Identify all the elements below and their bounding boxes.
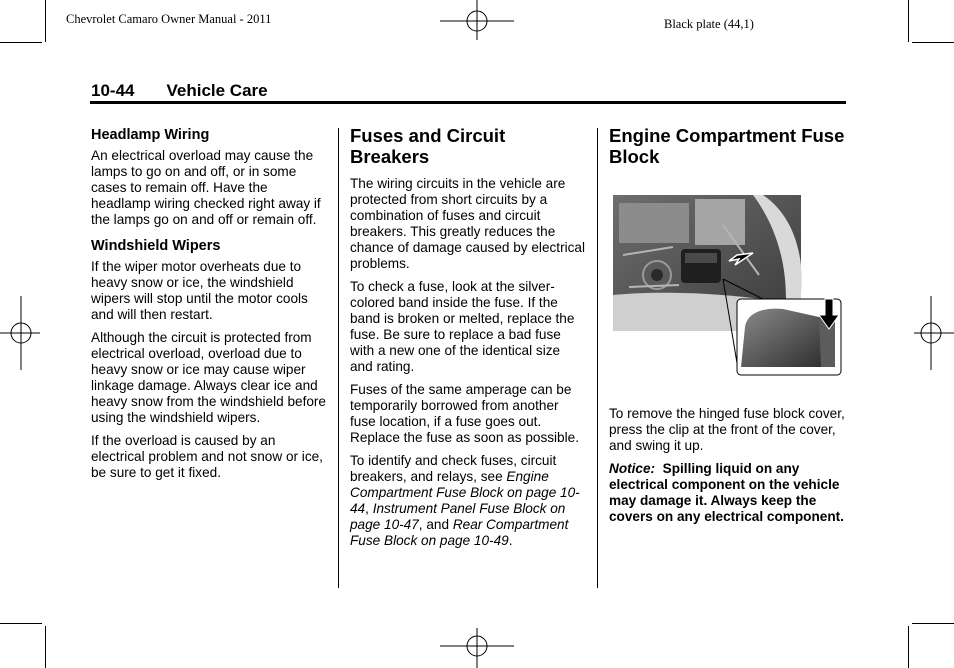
crop-mark [908,626,909,668]
registration-mark [440,624,514,668]
crop-mark [912,623,954,624]
registration-mark [910,296,954,370]
section-header [91,81,268,101]
crop-mark [0,623,42,624]
column-divider [597,128,598,588]
paragraph-cross-references [350,453,586,549]
text: , and [418,517,453,532]
crop-mark [912,42,954,43]
crop-mark [45,626,46,668]
notice-text: Spilling liquid on any electrical component on the vehicle may damage it. Always keep the covers on any electrical component. [609,461,844,524]
section-rule [90,101,846,104]
cross-reference-link[interactable]: Instrument Panel Fuse Block on page 10-47 [350,501,566,532]
heading-windshield-wipers: Windshield Wipers [91,238,221,254]
paragraph: To remove the hinged fuse block cover, press the clip at the front of the cover, and swing it up. [609,406,845,453]
print-header-title: Chevrolet Camaro Owner Manual - 2011 [66,12,272,26]
paragraph: Although the circuit is protected from electrical overload, overload due to heavy snow or ice may cause wiper linkage damage. Always clear ice and heavy snow from the windshield before using the windshield wipers. [91,330,326,425]
crop-mark [908,0,909,42]
column-1 [91,125,327,488]
paragraph: If the wiper motor overheats due to heavy snow or ice, the windshield wipers will stop until the motor cools and will then restart. [91,259,308,322]
section-title: Vehicle Care [166,81,268,100]
cross-reference-link[interactable]: Rear Compartment Fuse Block on page 10-49 [350,517,569,548]
paragraph: The wiring circuits in the vehicle are protected from short circuits by a combination of fuses and circuit breakers. This greatly reduces the chance of damage caused by electrical problems. [350,176,586,271]
heading-headlamp-wiring: Headlamp Wiring [91,127,210,143]
text: To identify and check fuses, circuit breakers, and relays, see [350,453,557,484]
heading-fuses-and-circuit-breakers: Fuses and Circuit Breakers [350,125,506,167]
registration-mark [440,0,514,44]
paragraph: Fuses of the same amperage can be temporarily borrowed from another fuse location, if a fuse goes out. Replace the fuse as soon as possible. [350,382,579,445]
paragraph: An electrical overload may cause the lamps to go on and off, or in some cases to remain off. Have the headlamp wiring checked right away if the lamps go on and off or remain off. [91,148,321,227]
column-divider [338,128,339,588]
print-header-plate: Black plate (44,1) [664,17,754,31]
notice-label: Notice: [609,461,656,476]
page-number: 10-44 [91,81,135,100]
cross-reference-link[interactable]: Engine Compartment Fuse Block on page 10-44 [350,469,580,516]
heading-engine-compartment-fuse-block: Engine Compartment Fuse Block [609,125,845,167]
paragraph: To check a fuse, look at the silver-colored band inside the fuse. If the band is broken or melted, replace the fuse. Be sure to replace a bad fuse with a new one of the identical size and rating. [350,279,575,374]
crop-mark [45,0,46,42]
text: . [508,533,513,548]
registration-mark [0,296,44,370]
paragraph: If the overload is caused by an electrical problem and not snow or ice, be sure to get it fixed. [91,433,323,480]
column-2 [350,125,586,556]
engine-compartment-illustration [613,195,845,377]
text: , [365,501,373,516]
crop-mark [0,42,42,43]
notice [609,461,845,525]
